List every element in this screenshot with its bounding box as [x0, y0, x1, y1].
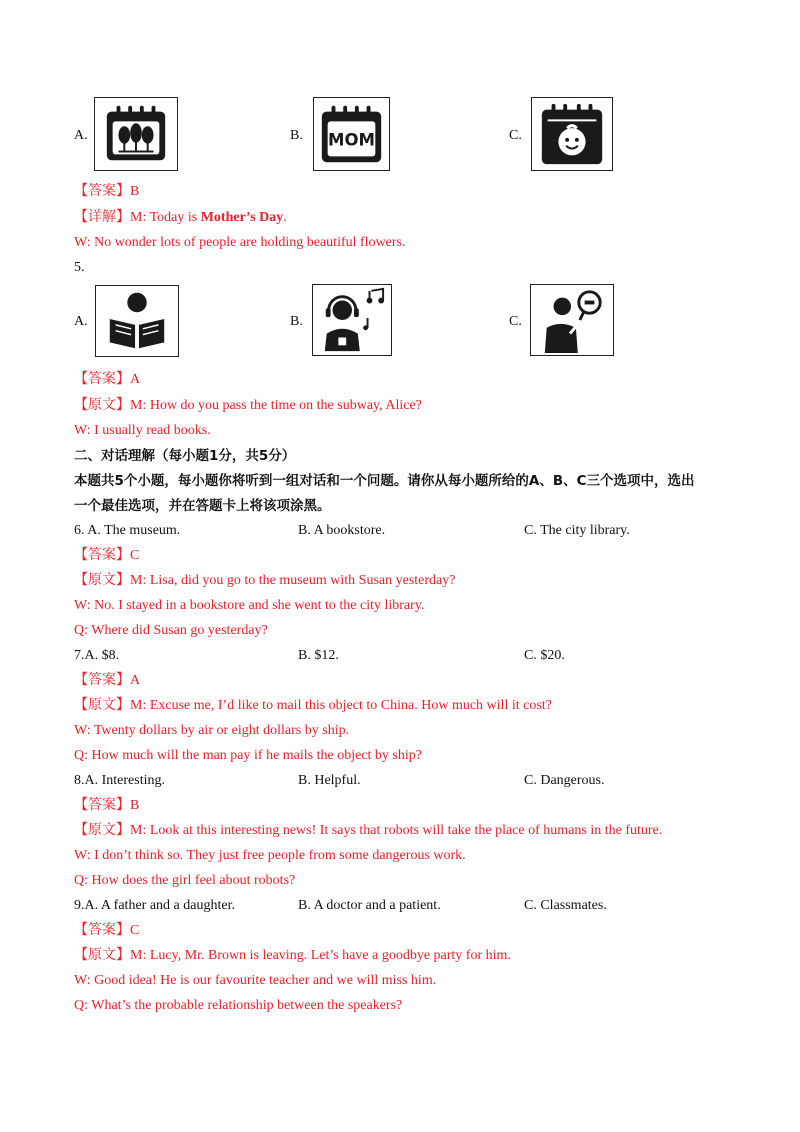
section-heading: 二、对话理解（每小题1分，共5分） — [74, 448, 296, 464]
q7-text-q: Q: How much will the man pay if he mails the object by ship? — [74, 748, 422, 763]
q5-text-w: W: I usually read books. — [74, 423, 211, 438]
q9-text-m: 【原文】M: Lucy, Mr. Brown is leaving. Let’s have a goodbye party for him. — [74, 948, 511, 963]
q9-option-b: B. A doctor and a patient. — [298, 898, 441, 913]
q8-text-w: W: I don’t think so. They just free people from some dangerous work. — [74, 848, 466, 863]
q7-option-b: B. $12. — [298, 648, 339, 663]
q6-option-c: C. The city library. — [524, 523, 630, 538]
q6-answer: 【答案】C — [74, 548, 140, 563]
q8-option-c: C. Dangerous. — [524, 773, 605, 788]
q5-text-m: 【原文】M: How do you pass the time on the subway, Alice? — [74, 398, 422, 413]
q9-text-w: W: Good idea! He is our favourite teacher and we will miss him. — [74, 973, 437, 988]
q9-options: 9.A. A father and a daughter. — [74, 898, 235, 913]
q5-number: 5. — [74, 260, 85, 275]
q4-option-b-label: B. — [290, 128, 303, 143]
calendar-baby-icon — [531, 97, 613, 171]
section-instruction-2: 一个最佳选项，并在答题卡上将该项涂黑。 — [74, 498, 331, 514]
q7-answer: 【答案】A — [74, 673, 141, 688]
q8-options: 8.A. Interesting. — [74, 773, 165, 788]
speaking-person-icon — [530, 284, 614, 356]
music-listener-icon — [312, 284, 392, 356]
q6-option-b: B. A bookstore. — [298, 523, 386, 538]
q7-text-m: 【原文】M: Excuse me, I’d like to mail this object to China. How much will it cost? — [74, 698, 552, 713]
calendar-tree-icon — [94, 97, 178, 171]
q4-answer: 【答案】B — [74, 184, 140, 199]
svg-text:MOM: MOM — [328, 130, 375, 150]
q8-text-q: Q: How does the girl feel about robots? — [74, 873, 296, 888]
q5-answer: 【答案】A — [74, 372, 141, 387]
q9-answer: 【答案】C — [74, 923, 140, 938]
q5-option-a-label: A. — [74, 314, 88, 329]
q4-detail-w: W: No wonder lots of people are holding beautiful flowers. — [74, 235, 406, 250]
q6-text-q: Q: Where did Susan go yesterday? — [74, 623, 268, 638]
q9-option-c: C. Classmates. — [524, 898, 607, 913]
q7-text-w: W: Twenty dollars by air or eight dollars by ship. — [74, 723, 350, 738]
calendar-mom-icon — [313, 97, 390, 171]
q8-answer: 【答案】B — [74, 798, 140, 813]
q7-option-c: C. $20. — [524, 648, 565, 663]
section-instruction-1: 本题共5个小题，每小题你将听到一组对话和一个问题。请你从每小题所给的A、B、C三个选项中，选出 — [74, 473, 695, 489]
reading-person-icon — [95, 285, 179, 357]
q4-detail-m: 【详解】M: Today is Mother’s Day. — [74, 210, 287, 225]
q4-option-c-label: C. — [509, 128, 522, 143]
q7-options: 7.A. $8. — [74, 648, 120, 663]
q9-text-q: Q: What’s the probable relationship between the speakers? — [74, 998, 403, 1013]
q8-text-m: 【原文】M: Look at this interesting news! It says that robots will take the place of humans in the future. — [74, 823, 663, 838]
q6-text-w: W: No. I stayed in a bookstore and she went to the city library. — [74, 598, 425, 613]
q6-text-m: 【原文】M: Lisa, did you go to the museum with Susan yesterday? — [74, 573, 456, 588]
q5-option-c-label: C. — [509, 314, 522, 329]
q6-options: 6. A. The museum. — [74, 523, 181, 538]
q4-option-a-label: A. — [74, 128, 88, 143]
q5-option-b-label: B. — [290, 314, 303, 329]
q8-option-b: B. Helpful. — [298, 773, 361, 788]
